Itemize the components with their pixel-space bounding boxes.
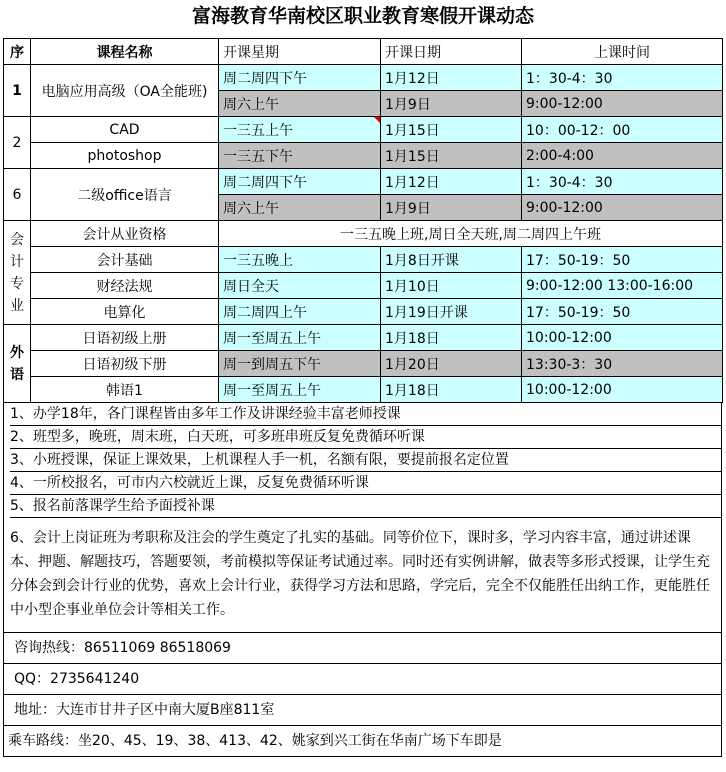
course-name: 电脑应用高级（OA全能班) <box>31 65 219 117</box>
table-row <box>4 117 723 143</box>
weekday-cell <box>219 117 381 143</box>
date-cell: 1月10日 <box>381 273 522 299</box>
weekday-cell: 周一至周五上午 <box>219 377 381 403</box>
note-item: 1、办学18年，各门课程皆由多年工作及讲课经验丰富老师授课 <box>10 403 721 426</box>
table-row <box>4 143 723 169</box>
time-cell: 13:30-3：30 <box>522 351 723 377</box>
time-cell: 17：50-19：50 <box>522 247 723 273</box>
address-text: 地址：大连市甘井子区中南大厦B座811室 <box>4 695 721 726</box>
group-label-char: 会 <box>10 231 24 248</box>
comment-marker-icon <box>374 117 380 123</box>
time-cell: 9:00-12:00 <box>522 195 723 221</box>
course-name: photoshop <box>31 143 219 169</box>
date-cell: 1月9日 <box>381 91 522 117</box>
course-name: 二级office语言 <box>31 169 219 221</box>
group-label-char: 语 <box>10 366 24 383</box>
weekday-cell: 周一到周五下午 <box>219 351 381 377</box>
group-number: 1 <box>4 65 31 117</box>
table-row <box>4 325 723 351</box>
date-cell: 1月12日 <box>381 65 522 91</box>
time-cell: 2:00-4:00 <box>522 143 723 169</box>
weekday-cell: 周一至周五上午 <box>219 325 381 351</box>
table-row <box>4 247 723 273</box>
date-cell: 1月12日 <box>381 169 522 195</box>
weekday-cell: 一三五晚上 <box>219 247 381 273</box>
page-title: 富海教育华南校区职业教育寒假开课动态 <box>191 5 534 27</box>
group-label-char: 业 <box>10 297 24 314</box>
weekday-text: 一三五上午 <box>223 122 293 139</box>
weekday-cell: 周二周四上午 <box>219 299 381 325</box>
date-cell: 1月9日 <box>381 195 522 221</box>
group-label-char: 外 <box>10 344 24 361</box>
course-name: CAD <box>31 117 219 143</box>
col-course: 课程名称 <box>31 39 219 65</box>
group-label-language <box>4 325 31 403</box>
qq-text: QQ：2735641240 <box>4 664 721 695</box>
note-item: 3、小班授课，保证上课效果，上机课程人手一机，名额有限，要提前报名定位置 <box>10 449 721 472</box>
time-cell: 9:00-12:00 <box>522 91 723 117</box>
course-name: 日语初级上册 <box>31 325 219 351</box>
note-item: 5、报名前落课学生给予面授补课 <box>10 495 721 518</box>
date-cell: 1月20日 <box>381 351 522 377</box>
time-cell: 10:00-12:00 <box>522 325 723 351</box>
date-cell: 1月8日开课 <box>381 247 522 273</box>
table-row <box>4 299 723 325</box>
time-cell: 1：30-4：30 <box>522 65 723 91</box>
time-cell: 10:00-12:00 <box>522 377 723 403</box>
weekday-cell: 周日全天 <box>219 273 381 299</box>
table-row <box>4 351 723 377</box>
time-cell: 10：00-12：00 <box>522 117 723 143</box>
time-cell: 9:00-12:00 13:00-16:00 <box>522 273 723 299</box>
date-cell: 1月15日 <box>381 117 522 143</box>
col-date: 开课日期 <box>381 39 522 65</box>
date-cell: 1月19日开课 <box>381 299 522 325</box>
table-row <box>4 221 723 247</box>
date-cell: 1月18日 <box>381 325 522 351</box>
schedule-table <box>3 38 723 403</box>
date-cell: 1月18日 <box>381 377 522 403</box>
group-number: 2 <box>4 117 31 169</box>
note-item: 2、班型多，晚班，周末班，白天班，可多班串班反复免费循环听课 <box>10 426 721 449</box>
table-row <box>4 65 723 91</box>
weekday-cell: 周二周四下午 <box>219 65 381 91</box>
route-text: 乘车路线：坐20、45、19、38、413、42、姚家到兴工街在华南广场下车即是 <box>8 733 502 749</box>
col-weekday: 开课星期 <box>219 39 381 65</box>
hotline-text: 咨询热线：86511069 86518069 <box>4 633 721 664</box>
group-number: 6 <box>4 169 31 221</box>
merged-schedule-cell: 一三五晚上班,周日全天班,周二周四上午班 <box>219 221 723 247</box>
course-name: 韩语1 <box>31 377 219 403</box>
table-header-row <box>4 39 723 65</box>
notes-section <box>3 403 722 757</box>
col-seq: 序 <box>4 39 31 65</box>
course-name: 财经法规 <box>31 273 219 299</box>
weekday-cell: 一三五下午 <box>219 143 381 169</box>
weekday-cell: 周六上午 <box>219 195 381 221</box>
group-label-accounting <box>4 221 31 325</box>
course-name: 电算化 <box>31 299 219 325</box>
weekday-cell: 周六上午 <box>219 91 381 117</box>
table-row <box>4 377 723 403</box>
group-label-char: 专 <box>10 275 24 292</box>
weekday-cell: 周二周四下午 <box>219 169 381 195</box>
course-name: 会计从业资格 <box>31 221 219 247</box>
date-cell: 1月15日 <box>381 143 522 169</box>
note-item: 4、一所校报名，可市内六校就近上课，反复免费循环听课 <box>10 472 721 495</box>
table-row <box>4 169 723 195</box>
table-row <box>4 273 723 299</box>
group-label-char: 计 <box>10 253 24 270</box>
time-cell: 17：50-19：50 <box>522 299 723 325</box>
col-time: 上课时间 <box>522 39 723 65</box>
course-name: 日语初级下册 <box>31 351 219 377</box>
note-paragraph: 6、会计上岗证班为考职称及注会的学生奠定了扎实的基础。同等价位下，课时多，学习内容丰富，通过讲述课本、押题、解题技巧，答题要领，考前模拟等保证考试通过率。同时还有实例讲解，做表等多形式授课，让学生充分体会到会计行业的优势，喜欢上会计行业，获得学习方法和思路，学完后，完全不仅能胜任出纳工作，更能胜任中小型企事业单位会计等相关工作。 <box>4 518 721 633</box>
time-cell: 1：30-4：30 <box>522 169 723 195</box>
course-name: 会计基础 <box>31 247 219 273</box>
